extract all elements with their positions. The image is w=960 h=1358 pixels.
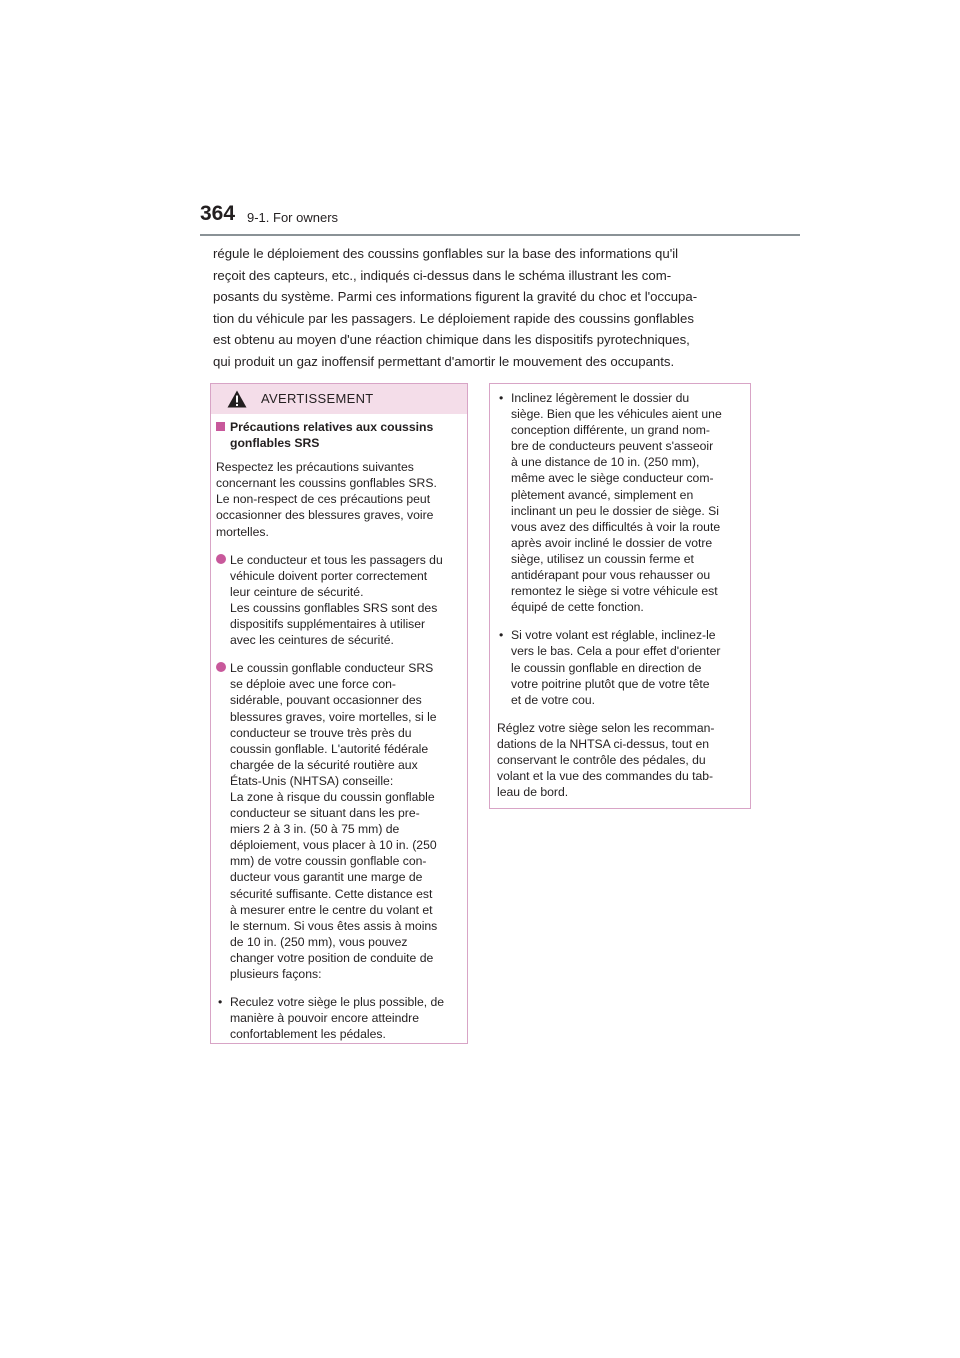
intro-line: régule le déploiement des coussins gonflables sur la base des informations qu'il [213,246,679,261]
text-line: antidérapant pour vous rehausser ou [511,568,711,583]
text-line: conducteur se situant dans les pre- [230,806,420,821]
text-line: bre de conducteurs peuvent s'asseoir [511,439,714,454]
text-line: plètement avancé, simplement en [511,487,694,502]
text-line: avec les ceintures de sécurité. [230,633,394,648]
text-line: dispositifs supplémentaires à utiliser [230,617,426,632]
circle-bullet-icon [216,554,226,564]
text-line: inclinant un peu le dossier de siège. Si [511,503,719,518]
text-line: occasionner des blessures graves, voire [216,508,434,523]
text-line: mortelles. [216,524,269,539]
text-line: de 10 in. (250 mm), vous pouvez [230,934,408,949]
text-line: après avoir incliné le dossier de votre [511,535,713,550]
text-line: États-Unis (NHTSA) conseille: [230,773,394,788]
intro-paragraph [213,243,758,373]
text-line: à mesurer entre le centre du volant et [230,902,433,917]
text-line: remontez le siège si votre véhicule est [511,584,718,599]
header-rule [200,234,800,236]
closing-paragraph [497,720,742,800]
text-line: plusieurs façons: [230,967,322,981]
section-title: 9-1. For owners [247,210,339,225]
text-line: leau de bord. [497,785,569,800]
text-line: mm) de votre coussin gonflable con- [230,854,427,869]
warning-body [211,414,467,1042]
text-line: conducteur se trouve très près du [230,725,412,740]
text-line: chargée de la sécurité routière aux [230,757,418,772]
circle-bullet-icon [216,662,226,672]
text-line: Le coussin gonflable conducteur SRS [230,661,434,676]
text-line: conservant le contrôle des pédales, du [497,752,706,767]
text-line: conception différente, un grand nom- [511,423,710,438]
intro-line: reçoit des capteurs, etc., indiqués ci-dessus dans le schéma illustrant les com- [213,267,672,283]
intro-line: qui produit un gaz inoffensif permettant d'amortir le mouvement des occupants. [213,353,675,369]
text-line: le coussin gonflable en direction de [511,660,702,675]
warning-subheading [216,419,459,451]
subheading-line: gonflables SRS [230,436,320,451]
text-line: Inclinez légèrement le dossier du [511,391,690,405]
text-line: Respectez les précautions suivantes [216,460,414,475]
text-line: Le non-respect de ces précautions peut [216,492,431,507]
subheading-line: Précautions relatives aux coussins [230,420,434,434]
page-number: 364 [200,202,236,225]
text-line: vous avez des difficultés à voir la route [511,519,721,534]
text-line: vers le bas. Cela a pour effet d'orienter [511,644,721,659]
text-line: sécurité suffisante. Cette distance est [230,886,433,901]
warning-continued-body [490,384,750,800]
square-bullet-icon [216,422,225,431]
intro-line: tion du véhicule par les passagers. Le déploiement rapide des coussins gonflables [213,310,694,326]
text-line: Les coussins gonflables SRS sont des [230,600,438,615]
text-line: à une distance de 10 in. (250 mm), [511,455,700,470]
text-line: Si votre volant est réglable, inclinez-le [511,628,716,643]
text-line: sidérable, pouvant occasionner des [230,693,422,708]
text-line: ducteur vous garantit une marge de [230,870,423,885]
text-line: même avec le siège conducteur com- [511,471,714,486]
warning-item-seatbelt [216,552,459,649]
page-header [200,200,800,236]
text-line: siège, utilisez un coussin ferme et [511,551,694,566]
text-line: déploiement, vous placer à 10 in. (250 [230,838,437,853]
text-line: concernant les coussins gonflables SRS. [216,476,437,491]
text-line: miers 2 à 3 in. (50 à 75 mm) de [230,822,400,837]
intro-line: est obtenu au moyen d'une réaction chimique dans les dispositifs pyrotechniques, [213,332,690,348]
warning-item-driver-airbag [216,660,459,982]
text-line: se déploie avec une force con- [230,677,396,692]
warning-header [211,384,467,414]
text-line: le sternum. Si vous êtes assis à moins [230,918,438,933]
text-line: véhicule doivent porter correctement [230,568,428,583]
warning-paragraph [216,459,459,539]
bullet-icon: • [218,995,223,1010]
bullet-item-steering-wheel [497,627,742,707]
warning-title: AVERTISSEMENT [261,391,374,406]
text-line: dations de la NHTSA ci-dessus, tout en [497,736,710,751]
intro-line: posants du système. Parmi ces informations figurent la gravité du choc et l'occupa- [213,289,698,305]
text-line: confortablement les pédales. [230,1027,386,1042]
text-line: Le conducteur et tous les passagers du [230,552,443,567]
text-line: siège. Bien que les véhicules aient une [511,407,722,422]
text-line: et de votre cou. [511,692,596,707]
warning-triangle-icon [227,390,247,408]
text-line: Réglez votre siège selon les recomman- [497,720,715,735]
text-line: La zone à risque du coussin gonflable [230,789,435,804]
warning-box [210,383,468,1044]
bullet-item-recline [497,390,742,615]
warning-continued-box [489,383,751,809]
text-line: votre poitrine plutôt que de votre tête [511,676,710,691]
text-line: Reculez votre siège le plus possible, de [230,995,445,1010]
text-line: équipé de cette fonction. [511,600,644,615]
bullet-icon: • [499,391,504,405]
text-line: volant et la vue des commandes du tab- [497,769,714,784]
bullet-icon: • [499,628,504,643]
text-line: leur ceinture de sécurité. [230,584,364,599]
text-line: blessures graves, voire mortelles, si le [230,709,437,724]
text-line: manière à pouvoir encore atteindre [230,1011,420,1026]
text-line: changer votre position de conduite de [230,950,434,965]
bullet-item-seat-back [216,994,459,1042]
text-line: coussin gonflable. L'autorité fédérale [230,741,429,756]
